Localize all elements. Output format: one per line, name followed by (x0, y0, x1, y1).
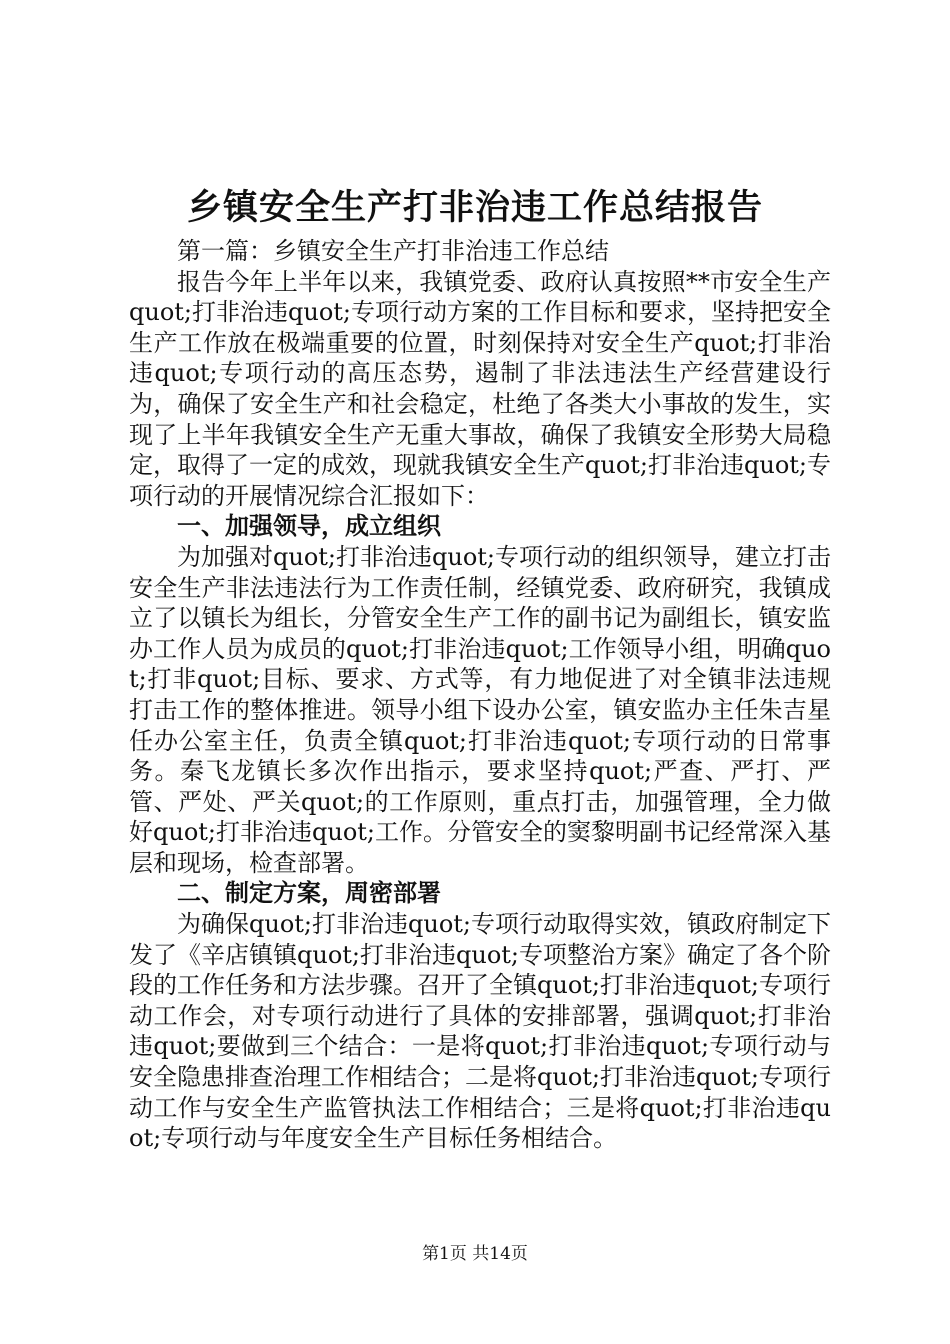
document-title: 乡镇安全生产打非治违工作总结报告 (186, 187, 763, 228)
section-paragraph-2: 为确保quot;打非治违quot;专项行动取得实效，镇政府制定下发了《辛店镇镇quot;打非治违quot;专项整治方案》确定了各个阶段的工作任务和方法步骤。召开了全镇quot;打非治违quot;专项行动工作会，对专项行动进行了具体的安排部署，强调quot;打非治违quot;要做到三个结合：一是将quot;打非治违quot;专项行动与安全隐患排查治理工作相结合；二是将quot;打非治违quot;专项行动工作与安全生产监管执法工作相结合；三是将quot;打非治违quot;专项行动与年度安全生产目标任务相结合。 (129, 910, 831, 1153)
subtitle-line: 第一篇：乡镇安全生产打非治违工作总结 (177, 237, 609, 265)
page-number-footer: 第1页 共14页 (422, 1244, 528, 1264)
intro-paragraph: 报告今年上半年以来，我镇党委、政府认真按照**市安全生产quot;打非治违quot;专项行动方案的工作目标和要求，坚持把安全生产工作放在极端重要的位置，时刻保持对安全生产quot;打非治违quot;专项行动的高压态势，遏制了非法违法生产经营建设行为，确保了安全生产和社会稳定，杜绝了各类大小事故的发生，实现了上半年我镇安全生产无重大事故，确保了我镇安全形势大局稳定，取得了一定的成效，现就我镇安全生产quot;打非治违quot;专项行动的开展情况综合汇报如下： (129, 267, 831, 510)
section-heading-1: 一、加强领导，成立组织 (177, 512, 441, 541)
section-heading-2: 二、制定方案，周密部署 (177, 879, 441, 908)
document-body (129, 236, 831, 1154)
section-paragraph-1: 为加强对quot;打非治违quot;专项行动的组织领导，建立打击安全生产非法违法行为工作责任制，经镇党委、政府研究，我镇成立了以镇长为组长，分管安全生产工作的副书记为副组长，镇安监办工作人员为成员的quot;打非治违quot;工作领导小组，明确quot;打非quot;目标、要求、方式等，有力地促进了对全镇非法违规打击工作的整体推进。领导小组下设办公室，镇安监办主任朱吉星任办公室主任，负责全镇quot;打非治违quot;专项行动的日常事务。秦飞龙镇长多次作出指示，要求坚持quot;严查、严打、严管、严处、严关quot;的工作原则，重点打击，加强管理，全力做好quot;打非治违quot;工作。分管安全的窦黎明副书记经常深入基层和现场，检查部署。 (129, 542, 831, 877)
